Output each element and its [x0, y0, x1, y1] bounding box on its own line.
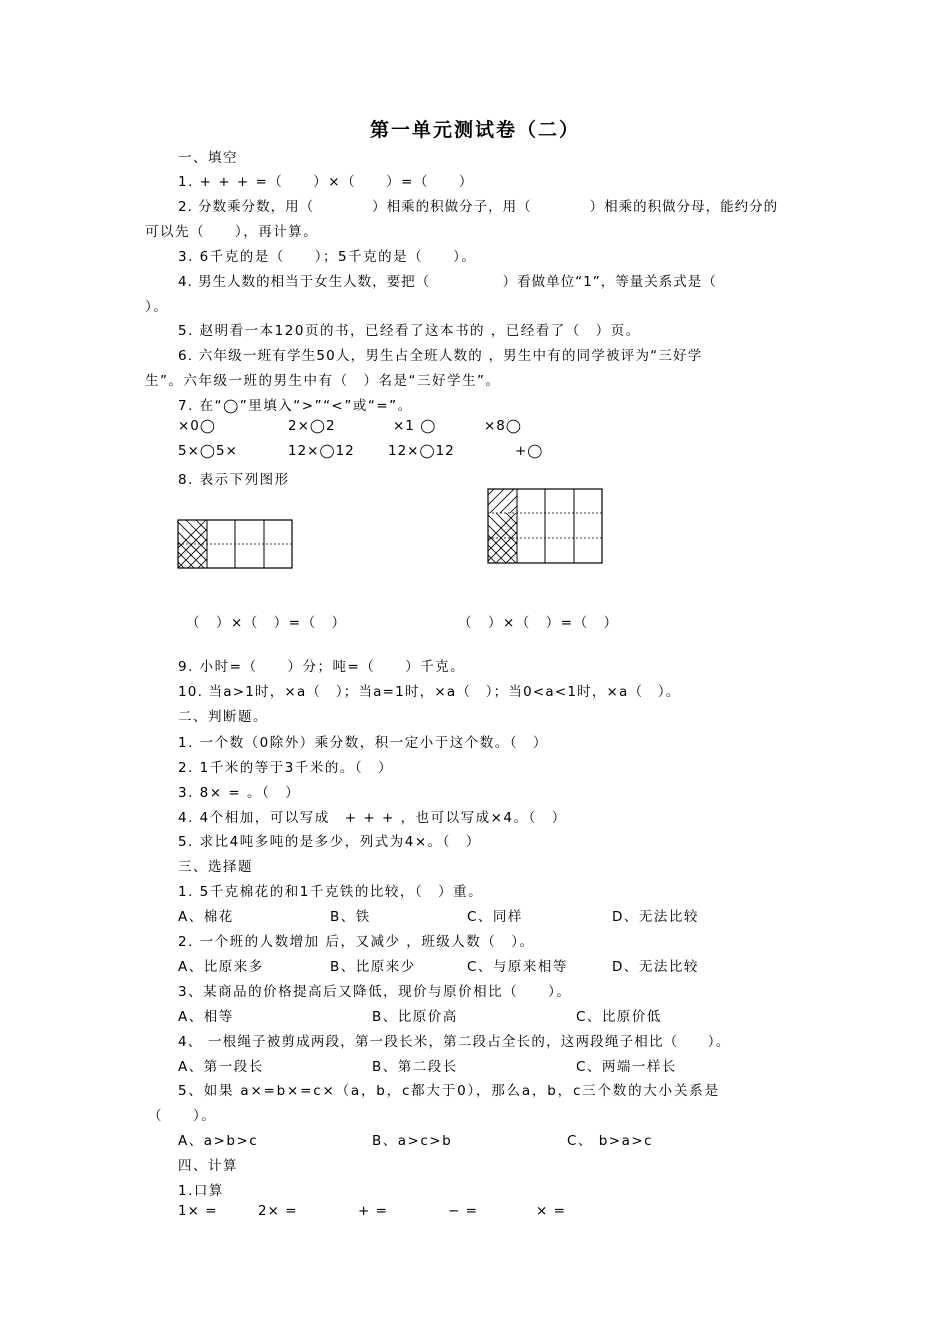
choice-option: A、棉花 [178, 909, 234, 925]
choice-question-2: 2. 一个班的人数增加 后，又减少 ，班级人数（ ）。 [178, 934, 535, 950]
choice-option: C、同样 [467, 909, 523, 925]
choice-question-1: 1. 5千克棉花的和1千克铁的比较，（ ）重。 [178, 884, 484, 900]
figure-1-answer: （ ）×（ ）=（ ） [186, 615, 347, 631]
question-1-10: 10. 当a>1时，×a（ ）；当a=1时，×a（ ）；当0<a<1时，×a（ ）。 [178, 684, 681, 700]
question-1-9: 9. 小时=（ ）分；吨=（ ）千克。 [178, 659, 466, 675]
choice-option: A、第一段长 [178, 1059, 264, 1075]
choice-question-5-line2: （ ）。 [148, 1108, 217, 1124]
calc-item: 1× = [178, 1203, 218, 1219]
choice-option: D、无法比较 [612, 909, 699, 925]
choice-option: C、两端一样长 [576, 1059, 677, 1075]
fraction-figure-1 [176, 518, 296, 572]
question-1-1: 1. + + + =（ ）×（ ）=（ ） [178, 174, 474, 190]
question-1-5: 5. 赵明看一本120页的书，已经看了这本书的 ，已经看了（ ）页。 [178, 323, 641, 339]
choice-option: B、a>c>b [372, 1133, 453, 1149]
judge-item: 1. 一个数（0除外）乘分数，积一定小于这个数。（ ） [178, 735, 549, 751]
choice-option: B、第二段长 [372, 1059, 458, 1075]
choice-option: C、与原来相等 [467, 959, 568, 975]
calc-item: − = [448, 1203, 478, 1219]
judge-item: 4. 4个相加，可以写成 + + + ，也可以写成×4。（ ） [178, 810, 567, 826]
compare-item: 12×◯12 [288, 443, 355, 459]
section-calc-heading: 四、计算 [178, 1158, 238, 1174]
question-1-3: 3. 6千克的是（ ）；5千克的是（ ）。 [178, 249, 477, 265]
compare-item: 2×◯2 [288, 418, 336, 434]
question-1-7: 7. 在“◯”里填入“>”“<”或“=”。 [178, 398, 413, 414]
compare-item: ×0◯ [178, 418, 217, 434]
question-1-2-line1: 2. 分数乘分数，用（ ）相乘的积做分子，用（ ）相乘的积做分母，能约分的 [178, 199, 779, 215]
choice-option: A、比原来多 [178, 959, 264, 975]
choice-option: A、相等 [178, 1009, 234, 1025]
choice-option: D、无法比较 [612, 959, 699, 975]
judge-item: 3. 8× = 。（ ） [178, 785, 301, 801]
figure-2-answer: （ ）×（ ）=（ ） [458, 615, 619, 631]
section-judge-heading: 二、判断题。 [178, 709, 268, 725]
calc-item: 2× = [258, 1203, 298, 1219]
calc-subheading: 1.口算 [178, 1183, 224, 1199]
compare-item: ×1 ◯ [393, 418, 437, 434]
choice-option: B、铁 [330, 909, 371, 925]
compare-item: ×8◯ [484, 418, 523, 434]
calc-item: + = [358, 1203, 388, 1219]
page-title: 第一单元测试卷（二） [369, 119, 580, 141]
choice-option: B、比原价高 [372, 1009, 458, 1025]
section-fill-heading: 一、填空 [178, 150, 238, 166]
question-1-4-line2: ）。 [145, 299, 169, 315]
choice-question-3: 3、某商品的价格提高后又降低，现价与原价相比（ ）。 [178, 984, 572, 1000]
judge-item: 2. 1千米的等于3千米的。（ ） [178, 760, 394, 776]
compare-item: +◯ [515, 443, 544, 459]
fraction-figure-2 [486, 487, 606, 567]
question-1-6-line1: 6. 六年级一班有学生50人，男生占全班人数的 ，男生中有的同学被评为“三好学 [178, 348, 703, 364]
question-1-8: 8. 表示下列图形 [178, 472, 290, 488]
choice-question-4: 4、 一根绳子被剪成两段，第一段长米，第二段占全长的，这两段绳子相比（ ）。 [178, 1034, 731, 1050]
choice-question-5-line1: 5、如果 a×=b×=c×（a，b，c都大于0），那么a，b，c三个数的大小关系是 [178, 1083, 720, 1099]
choice-option: B、比原来少 [330, 959, 416, 975]
judge-item: 5. 求比4吨多吨的是多少，列式为4×。（ ） [178, 834, 481, 850]
choice-option: A、a>b>c [178, 1133, 259, 1149]
question-1-2-line2: 可以先（ ），再计算。 [145, 224, 319, 240]
choice-option: C、 b>a>c [567, 1133, 654, 1149]
compare-item: 12×◯12 [388, 443, 455, 459]
section-choice-heading: 三、选择题 [178, 859, 253, 875]
choice-option: C、比原价低 [576, 1009, 662, 1025]
question-1-6-line2: 生”。六年级一班的男生中有（ ）名是“三好学生”。 [145, 373, 501, 389]
question-1-4-line1: 4. 男生人数的相当于女生人数，要把（ ）看做单位“1”，等量关系式是（ [178, 274, 717, 290]
calc-item: × = [536, 1203, 566, 1219]
compare-item: 5×◯5× [178, 443, 238, 459]
